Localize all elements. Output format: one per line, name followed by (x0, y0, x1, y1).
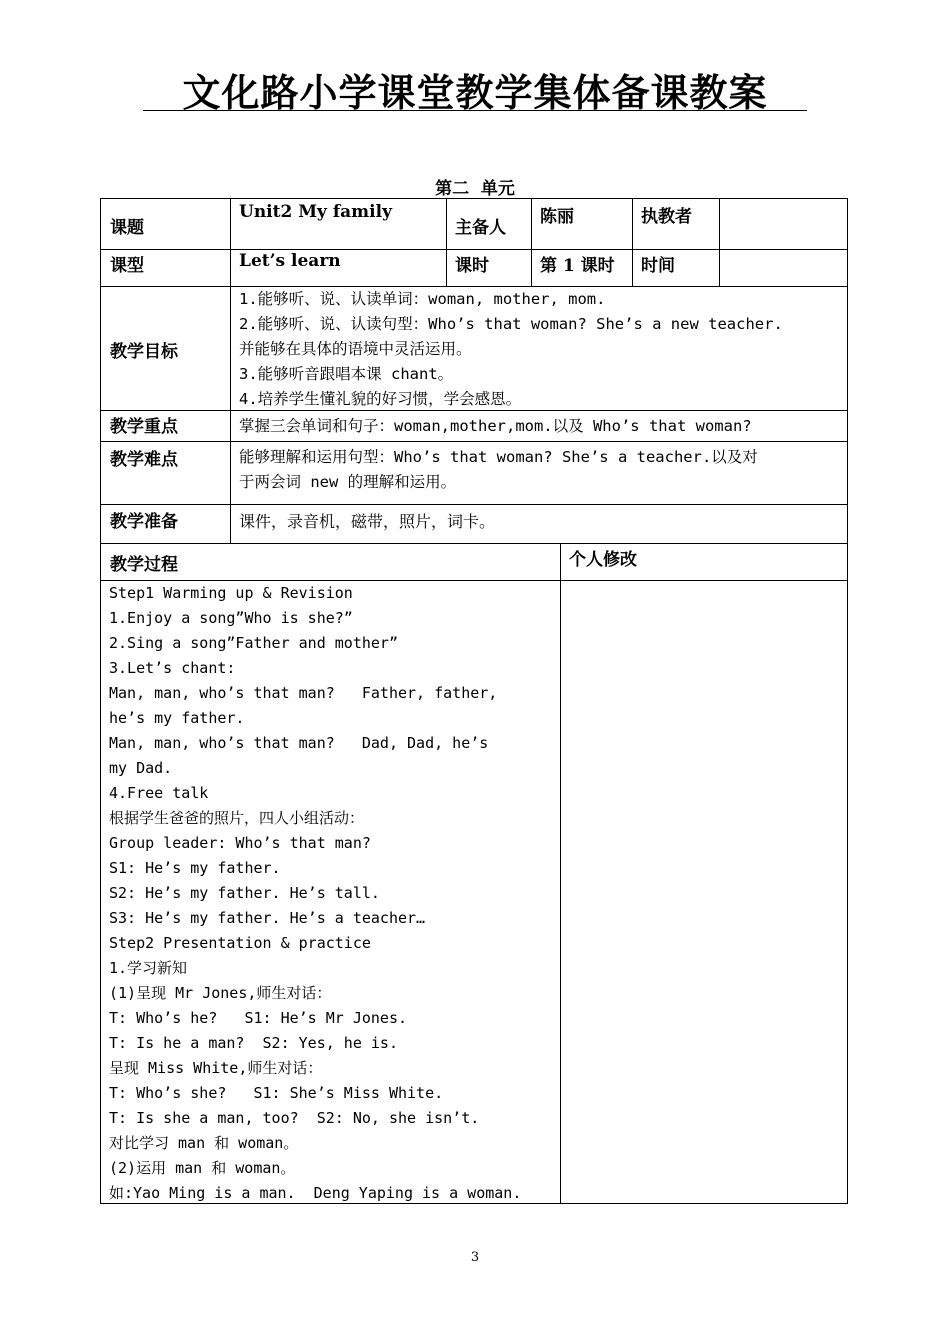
key-points-text: 掌握三会单词和句子：woman,mother,mom.以及 Who’s that woman? (239, 417, 752, 435)
process-line: 4.Free talk (109, 784, 209, 802)
process-label: 教学过程 (110, 555, 178, 575)
process-line: (2)运用 man 和 woman。 (109, 1159, 296, 1177)
objective-line: 4.培养学生懂礼貌的好习惯，学会感恩。 (239, 390, 522, 408)
process-line: (1)呈现 Mr Jones,师生对话： (109, 984, 332, 1002)
objectives-label: 教学目标 (110, 342, 178, 362)
type-label: 课型 (110, 256, 144, 276)
difficulty-line: 于两会词 new 的理解和运用。 (239, 473, 457, 491)
process-line: Step2 Presentation & practice (109, 934, 371, 952)
difficulties-label: 教学难点 (110, 450, 178, 470)
process-line: he’s my father. (109, 709, 245, 727)
notes-content-cell (560, 580, 848, 1204)
period-label: 课时 (455, 256, 489, 276)
objective-line: 2.能够听、说、认读句型：Who’s that woman? She’s a new teacher. (239, 315, 783, 333)
preparation-label: 教学准备 (110, 512, 178, 532)
process-line: 2.Sing a song”Father and mother” (109, 634, 398, 652)
process-line: S2: He’s my father. He’s tall. (109, 884, 380, 902)
page-number: 3 (470, 1250, 480, 1265)
preparer-value: 陈丽 (540, 207, 574, 227)
process-line: 1.Enjoy a song”Who is she?” (109, 609, 353, 627)
process-line: my Dad. (109, 759, 173, 777)
preparer-label: 主备人 (455, 218, 506, 238)
process-line: T: Who’s she? S1: She’s Miss White. (109, 1084, 444, 1102)
period-value: 第 1 课时 (540, 256, 615, 276)
time-label: 时间 (641, 256, 675, 276)
process-line: Man, man, who’s that man? Dad, Dad, he’s (109, 734, 489, 752)
process-line: 3.Let’s chant: (109, 659, 236, 677)
objectives-list (239, 287, 839, 412)
teacher-value-cell (719, 198, 848, 250)
process-line: 如:Yao Ming is a man. Deng Yaping is a woman. (109, 1184, 522, 1202)
difficulty-line: 能够理解和运用句型：Who’s that woman? She’s a teacher.以及对 (239, 448, 758, 466)
process-line: 对比学习 man 和 woman。 (109, 1134, 299, 1152)
type-value: Let’s learn (239, 251, 341, 271)
process-line: Group leader: Who’s that man? (109, 834, 371, 852)
unit-label: 第二 单元 (435, 179, 515, 199)
document-title: 文化路小学课堂教学集体备课教案 (182, 70, 768, 115)
notes-label: 个人修改 (569, 550, 637, 570)
title-underline (143, 110, 807, 111)
objective-line: 1.能够听、说、认读单词：woman, mother, mom. (239, 290, 606, 308)
process-line: 根据学生爸爸的照片，四人小组活动： (109, 809, 365, 827)
difficulties-list (239, 445, 839, 495)
process-line: 呈现 Miss White,师生对话： (109, 1059, 323, 1077)
time-value-cell (719, 249, 848, 287)
process-line: S1: He’s my father. (109, 859, 281, 877)
process-line: 1.学习新知 (109, 959, 188, 977)
teacher-label: 执教者 (641, 207, 692, 227)
objective-line: 并能够在具体的语境中灵活运用。 (239, 340, 472, 358)
process-line: S3: He’s my father. He’s a teacher… (109, 909, 426, 927)
process-line: T: Is she a man, too? S2: No, she isn’t. (109, 1109, 480, 1127)
process-line: Man, man, who’s that man? Father, father, (109, 684, 498, 702)
process-steps (109, 581, 554, 1206)
preparation-text: 课件，录音机，磁带，照片，词卡。 (239, 512, 496, 531)
key-points-label: 教学重点 (110, 417, 178, 437)
topic-value: Unit2 My family (239, 202, 392, 222)
process-line: T: Is he a man? S2: Yes, he is. (109, 1034, 398, 1052)
objective-line: 3.能够听音跟唱本课 chant。 (239, 365, 454, 383)
process-line: T: Who’s he? S1: He’s Mr Jones. (109, 1009, 408, 1027)
process-line: Step1 Warming up & Revision (109, 584, 353, 602)
topic-label: 课题 (110, 218, 144, 238)
